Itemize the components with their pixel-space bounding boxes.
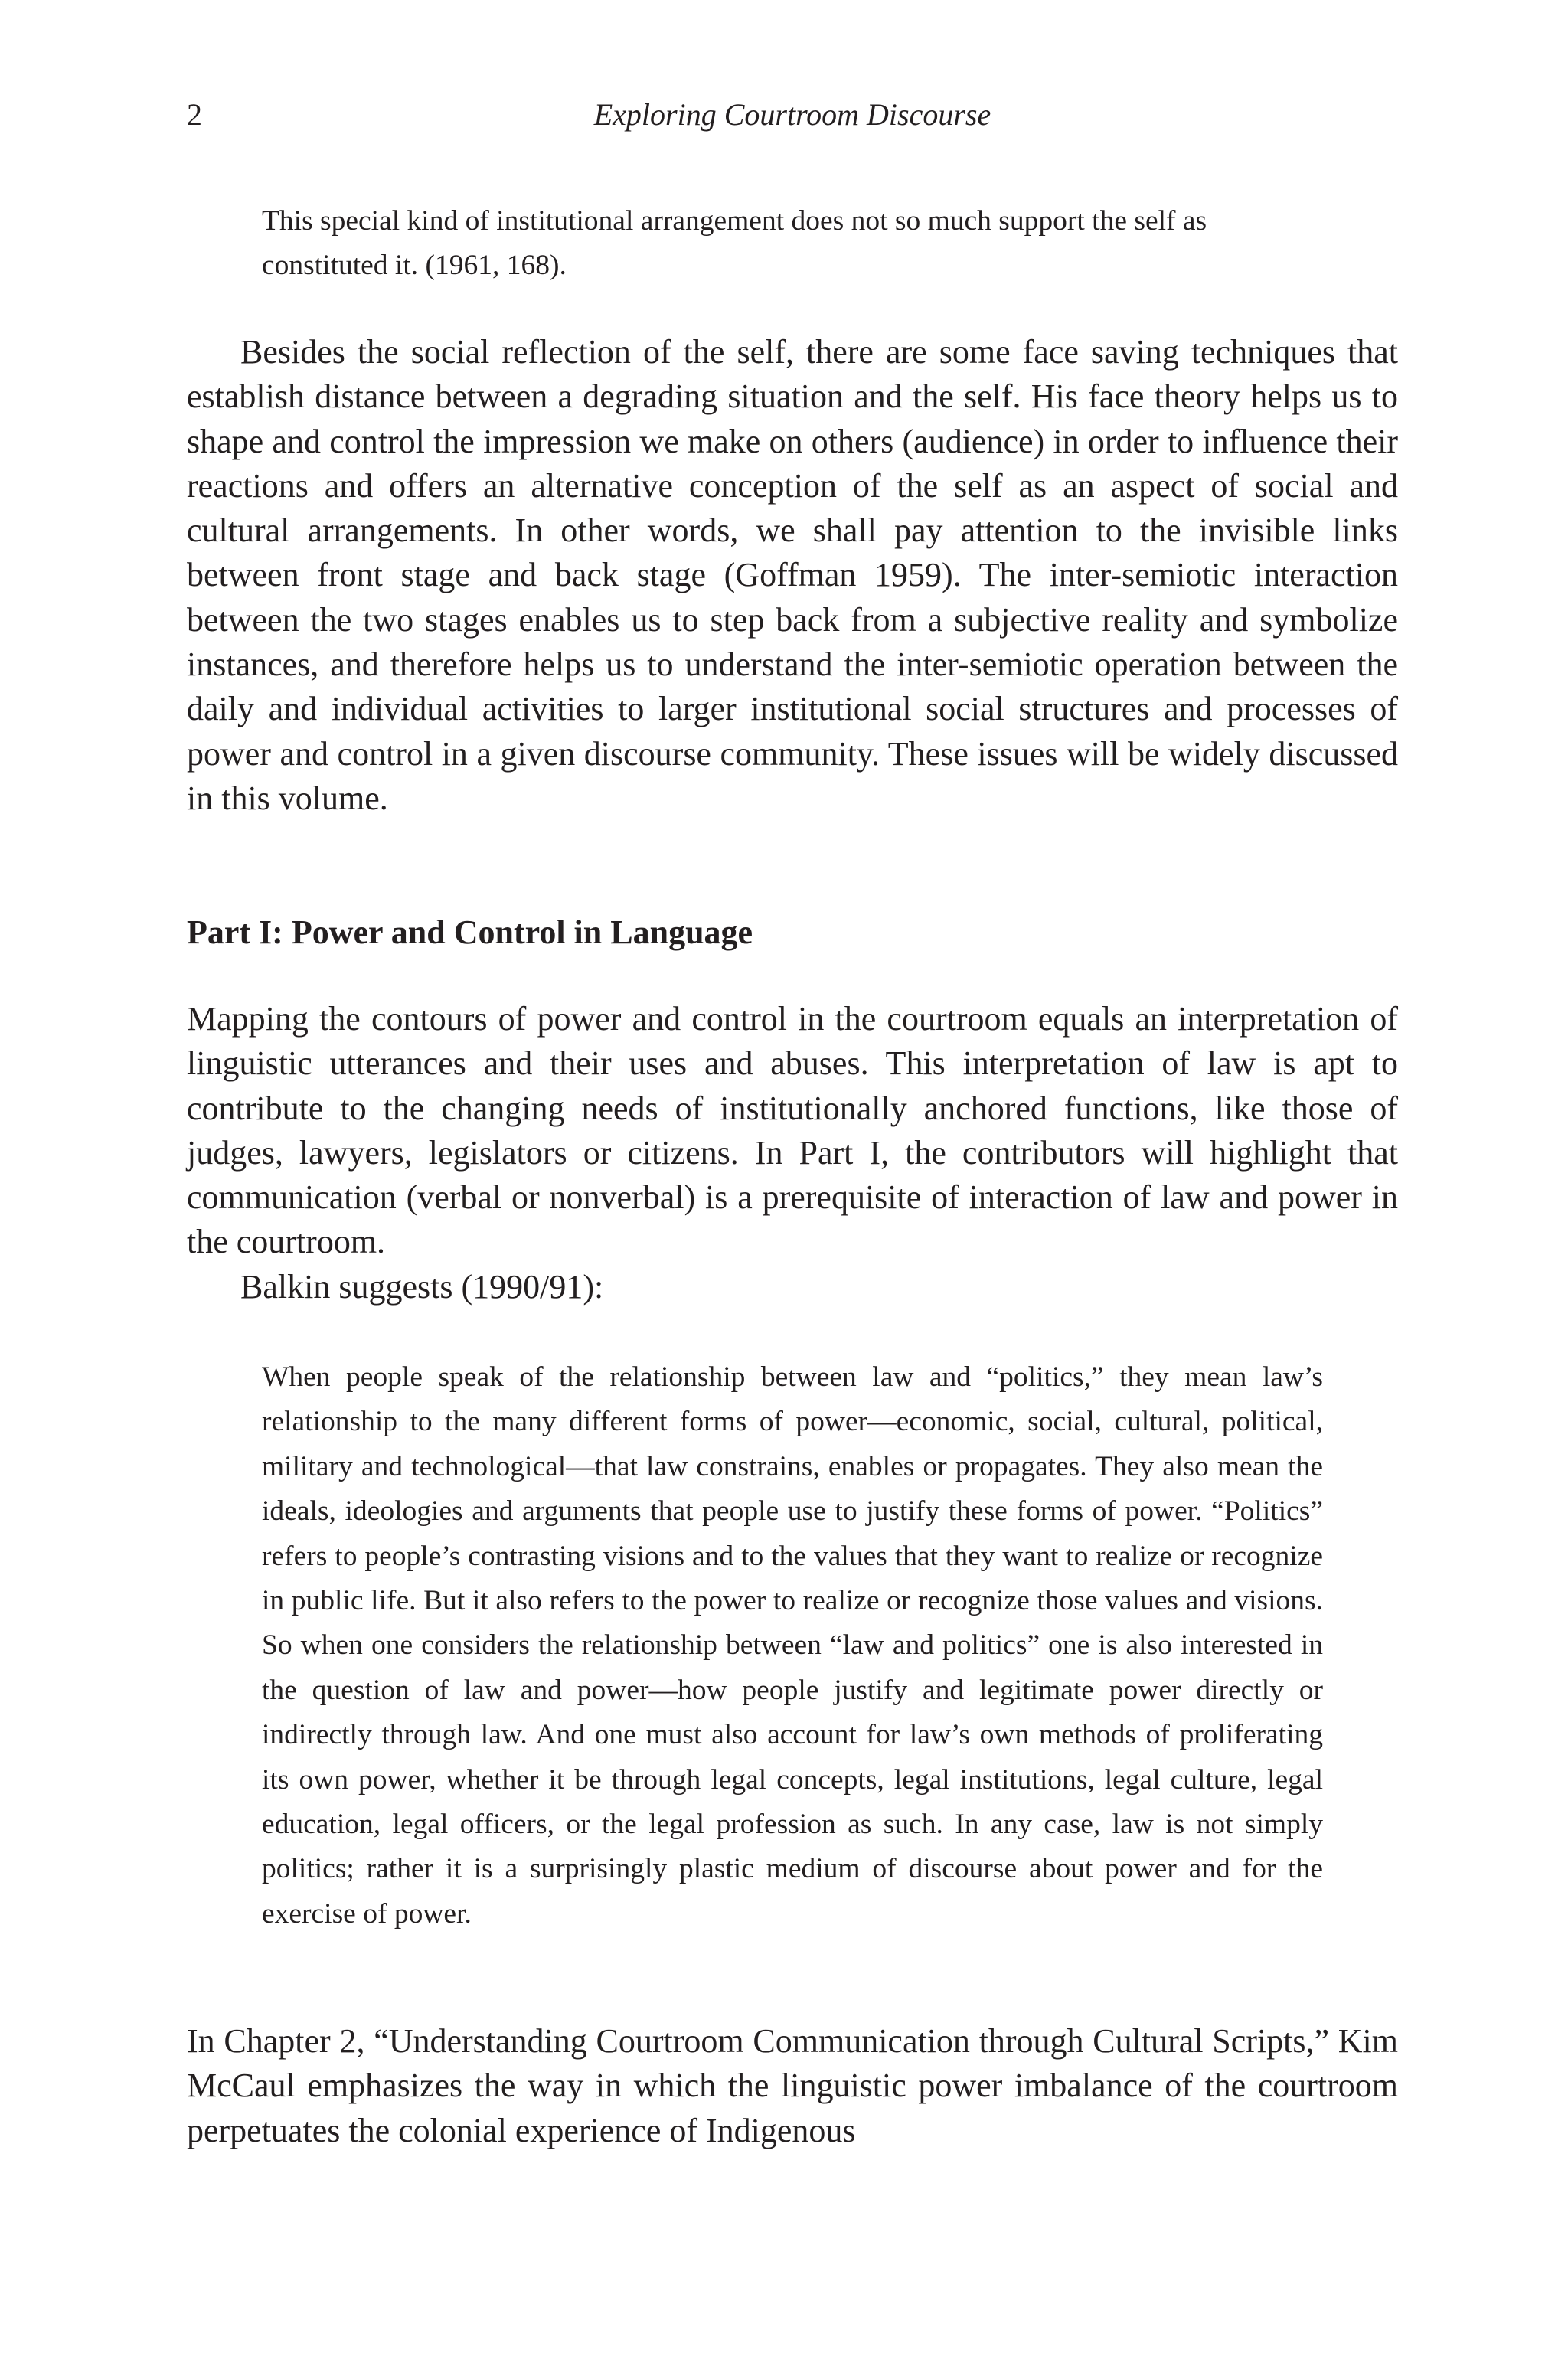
section-heading: Part I: Power and Control in Language xyxy=(187,913,753,951)
paragraph-chapter-2: In Chapter 2, “Understanding Courtroom Communication through Cultural Scripts,” Kim McCaul emphasizes the way in which the linguistic power imbalance of the courtroom perpetuates the colonial experience of Indigenous xyxy=(187,2022,1398,2149)
paragraph-power-control: Mapping the contours of power and control in the courtroom equals an interpretation of linguistic utterances and their uses and abuses. This interpretation of law is apt to contribute to the changing needs of institutionally anchored functions, like those of judges, lawyers, legislators or citizens. In Part I, the contributors will highlight that communication (verbal or nonverbal) is a prerequisite of interaction of law and power in the courtroom. xyxy=(187,1000,1398,1261)
page-number: 2 xyxy=(187,97,202,132)
paragraph-balkin-intro: Balkin suggests (1990/91): xyxy=(240,1268,604,1306)
quote-continuation: This special kind of institutional arrangement does not so much support the self as constituted it. (1961, 168). xyxy=(262,205,1207,281)
paragraph-face-theory: Besides the social reflection of the self, there are some face saving techniques that establish distance between a degrading situation and the self. His face theory helps us to shape and control the impression we make on others (audience) in order to influence their reactions and offers an alternative conception of the self as an aspect of social and cultural arrangements. In other words, we shall pay attention to the invisible links between front stage and back stage (Goffman 1959). The inter-semiotic interaction between the two stages enables us to step back from a subjective reality and symbolize instances, and therefore helps us to understand the inter-semiotic operation between the daily and individual activities to larger institutional social structures and processes of power and control in a given discourse community. These issues will be widely discussed in this volume. xyxy=(187,333,1398,817)
block-quote-balkin: When people speak of the relationship between law and “politics,” they mean law’s relationship to the many different forms of power—economic, social, cultural, political, military and technological—that law constrains, enables or propagates. They also mean the ideals, ideologies and arguments that people use to justify these forms of power. “Politics” refers to people’s contrasting visions and to the values that they want to realize or recognize in public life. But it also refers to the power to realize or recognize those values and visions. So when one considers the relationship between “law and politics” one is also interested in the question of law and power—how people justify and legitimate power directly or indirectly through law. And one must also account for law’s own methods of proliferating its own power, whether it be through legal concepts, legal institutions, legal culture, legal education, legal officers, or the legal profession as such. In any case, law is not simply politics; rather it is a surprisingly plastic medium of discourse about power and for the exercise of power. xyxy=(262,1361,1323,1930)
running-title: Exploring Courtroom Discourse xyxy=(593,97,991,132)
running-header xyxy=(187,92,1398,138)
